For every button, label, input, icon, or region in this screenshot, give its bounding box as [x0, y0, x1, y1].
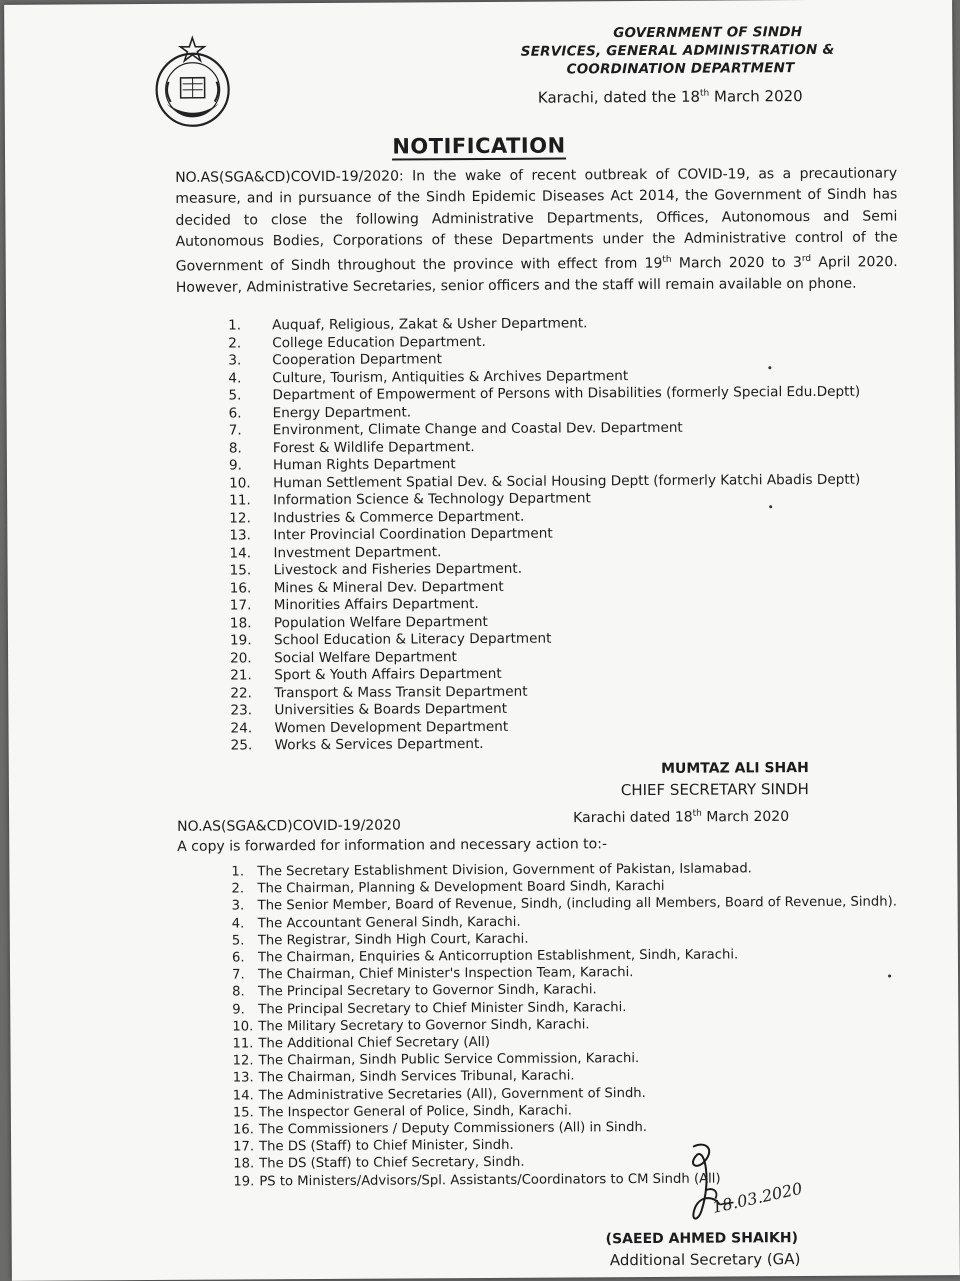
handwritten-date: 18.03.2020	[710, 1178, 804, 1217]
list-item: 4. Culture, Tourism, Antiquities & Archives Department	[228, 367, 629, 387]
list-item: 19. PS to Ministers/Advisors/Spl. Assistants/Coordinators to CM Sindh (All)	[233, 1171, 721, 1190]
list-item: 15. The Inspector General of Police, Sindh, Karachi.	[232, 1103, 573, 1121]
signatory-title: CHIEF SECRETARY SINDH	[620, 780, 809, 800]
list-item: 24. Women Development Department	[230, 718, 509, 737]
list-item: 13. Inter Provincial Coordination Department	[229, 525, 553, 544]
copy-forwarded-line: A copy is forwarded for information and necessary action to:-	[177, 836, 608, 855]
list-item: 14. Investment Department.	[229, 543, 442, 562]
list-item: 21. Sport & Youth Affairs Department	[230, 665, 502, 684]
list-item: 4. The Accountant General Sindh, Karachi.	[231, 914, 521, 932]
list-item: 9. The Principal Secretary to Chief Minister Sindh, Karachi.	[232, 999, 627, 1018]
list-item: 19. School Education & Literacy Department	[229, 630, 552, 649]
list-item: 2. College Education Department.	[228, 333, 486, 352]
list-item: 8. The Principal Secretary to Governor Sindh, Karachi.	[232, 982, 597, 1000]
list-item: 12. Industries & Commerce Department.	[229, 508, 525, 527]
list-item: 3. The Senior Member, Board of Revenue, Sindh, (including all Members, Board of Revenue, Sindh).	[231, 894, 898, 914]
list-item: 8. Forest & Wildlife Department.	[228, 438, 475, 457]
list-item: 15. Livestock and Fisheries Department.	[229, 560, 523, 579]
list-item: 11. Information Science & Technology Department	[229, 490, 591, 509]
list-item: 16. The Commissioners / Deputy Commissioners (All) in Sindh.	[232, 1120, 648, 1138]
list-item: 1. Auquaf, Religious, Zakat & Usher Department.	[228, 315, 588, 334]
signatory-title: Additional Secretary (GA)	[609, 1250, 801, 1270]
list-item: 2. The Chairman, Planning & Development Board Sindh, Karachi	[231, 879, 665, 897]
list-item: 17. Minorities Affairs Department.	[229, 596, 479, 614]
header-department-line1: SERVICES, GENERAL ADMINISTRATION &	[520, 41, 835, 60]
sindh-government-seal-icon	[144, 33, 241, 130]
document-title: NOTIFICATION	[392, 133, 566, 159]
document-page	[4, 0, 960, 1281]
list-item: 1. The Secretary Establishment Division, Government of Pakistan, Islamabad.	[231, 861, 752, 880]
list-item: 10. The Military Secretary to Governor Sindh, Karachi.	[232, 1017, 590, 1035]
list-item: 9. Human Rights Department	[228, 456, 456, 474]
list-item: 13. The Chairman, Sindh Services Tribunal, Karachi.	[232, 1068, 575, 1086]
list-item: 7. The Chairman, Chief Minister's Inspection Team, Karachi.	[231, 965, 634, 983]
header-department-line2: COORDINATION DEPARTMENT	[566, 60, 795, 78]
ink-speck	[768, 366, 771, 369]
list-item: 6. The Chairman, Enquiries & Anticorruption Establishment, Sindh, Karachi.	[231, 947, 739, 966]
list-item: 16. Mines & Mineral Dev. Department	[229, 578, 504, 597]
list-item: 3. Cooperation Department	[228, 351, 443, 369]
notification-paragraph: NO.AS(SGA&CD)COVID-19/2020: In the wake of recent outbreak of COVID-19, as a precautionary measure, and in pursuance of the Sindh Epidemic Diseases Act 2014, the Government of Sindh has decided to close the following Administrative Departments, Offices, Autonomous and Semi Autonomous Bodies, Corporations of these Departments under the Administrative control of the Government of Sindh throughout the province with effect from 19th March 2020 to 3rd April 2020. However, Administrative Secretaries, senior officers and the staff will remain available on phone.	[175, 165, 898, 297]
list-item: 11. The Additional Chief Secretary (All)	[232, 1034, 491, 1052]
list-item: 23. Universities & Boards Department	[230, 700, 508, 719]
list-item: 18. The DS (Staff) to Chief Secretary, Sindh.	[233, 1155, 525, 1172]
list-item: 6. Energy Department.	[228, 403, 412, 422]
signatory-name: (SAEED AHMED SHAIKH)	[605, 1230, 799, 1248]
list-item: 17. The DS (Staff) to Chief Minister, Sindh.	[233, 1138, 514, 1155]
list-item: 14. The Administrative Secretaries (All), Government of Sindh.	[232, 1085, 646, 1104]
reference-number: NO.AS(SGA&CD)COVID-19/2020	[177, 817, 401, 835]
list-item: 25. Works & Services Department.	[230, 735, 484, 754]
list-item: 18. Population Welfare Department	[229, 613, 488, 632]
reference-date: Karachi dated 18th March 2020	[573, 808, 790, 827]
list-item: 20. Social Welfare Department	[230, 648, 457, 667]
department-list	[228, 314, 862, 755]
list-item: 10. Human Settlement Spatial Dev. & Social Housing Deptt (formerly Katchi Abadis Deptt)	[228, 471, 861, 492]
list-item: 7. Environment, Climate Change and Coastal Dev. Department	[228, 419, 683, 439]
list-item: 5. The Registrar, Sindh High Court, Karachi.	[231, 931, 529, 949]
ink-speck	[769, 505, 772, 508]
list-item: 5. Department of Empowerment of Persons with Disabilities (formerly Special Edu.Deptt)	[228, 383, 861, 404]
header-date: Karachi, dated the 18th March 2020	[537, 87, 803, 107]
list-item: 12. The Chairman, Sindh Public Service Commission, Karachi.	[232, 1051, 640, 1069]
signatory-name: MUMTAZ ALI SHAH	[660, 760, 809, 777]
list-item: 22. Transport & Mass Transit Department	[230, 683, 528, 702]
header-government: GOVERNMENT OF SINDH	[613, 24, 803, 42]
